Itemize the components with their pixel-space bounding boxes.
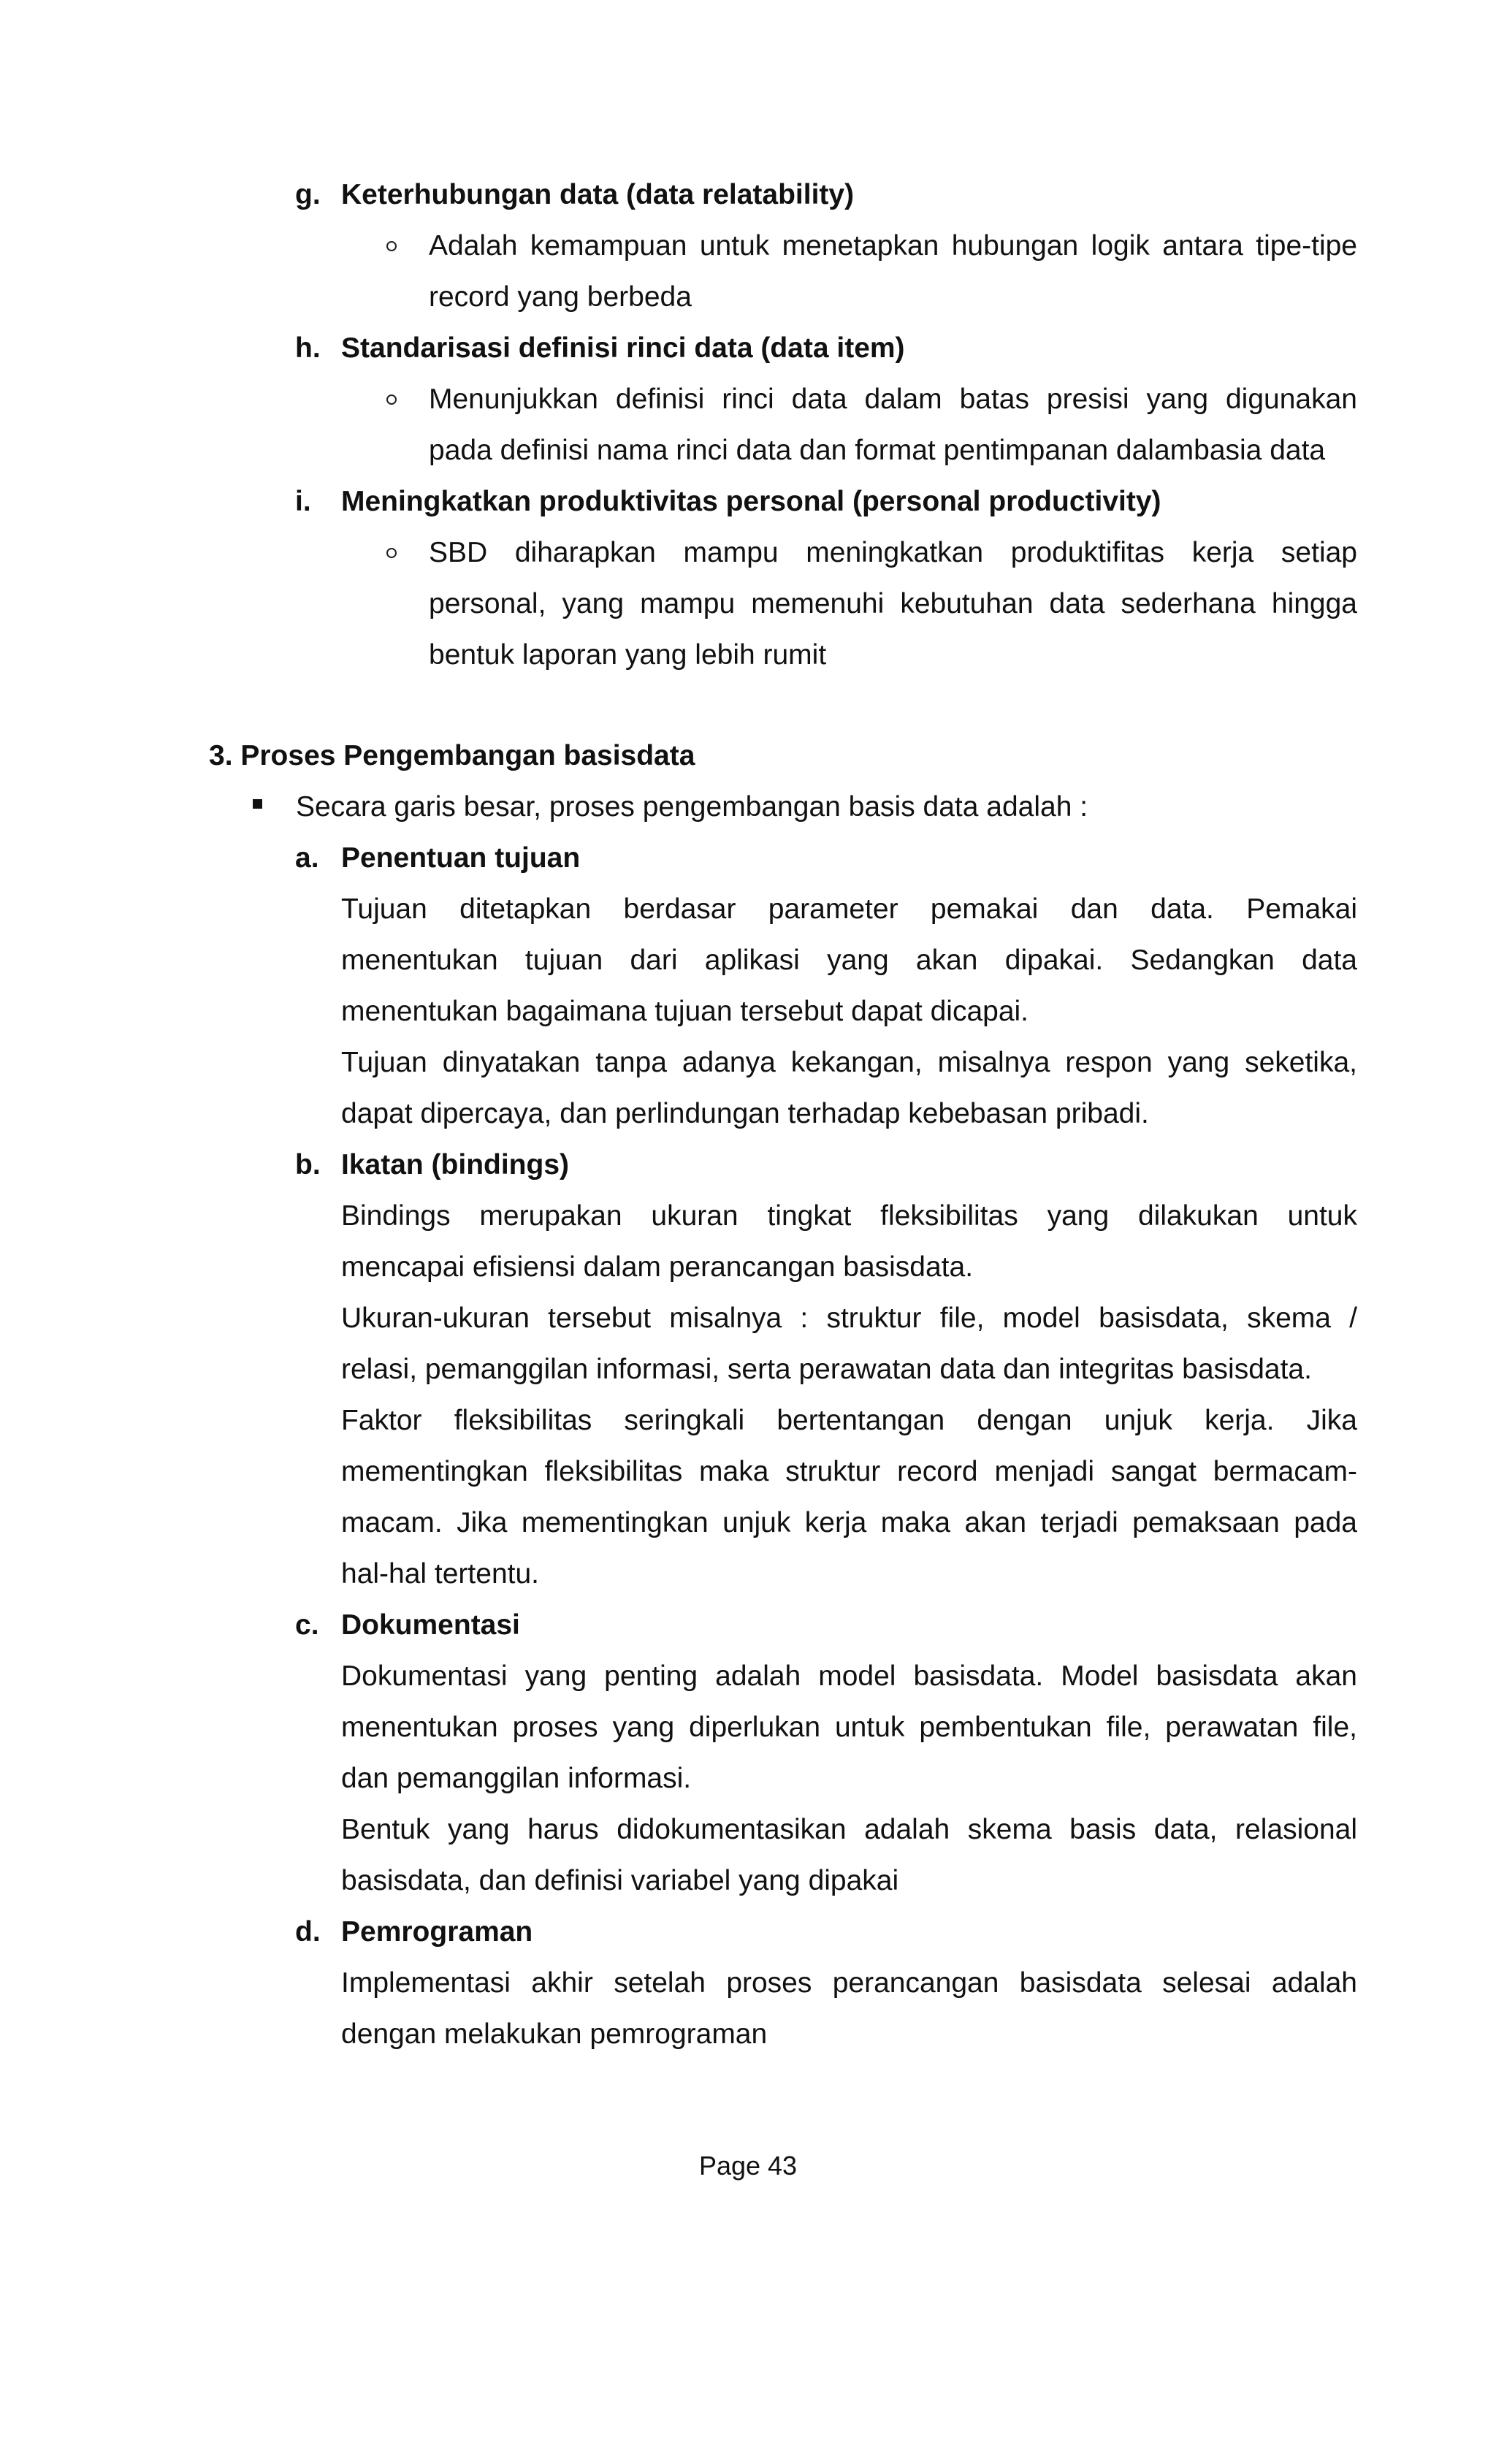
bullet-line: personal, yang mampu memenuhi kebutuhan data sederhana hingga [429,588,1357,619]
heading-d: Pemrograman [341,1916,533,1948]
paragraph-line: menentukan proses yang diperlukan untuk pembentukan file, perawatan file, [341,1712,1357,1743]
square-bullet-icon [253,799,262,809]
heading-b: Ikatan (bindings) [341,1149,569,1180]
list-letter-i: i. [295,486,311,517]
paragraph-line: Dokumentasi yang penting adalah model basisdata. Model basisdata akan [341,1660,1357,1692]
hollow-bullet-icon [386,394,397,405]
paragraph-line: Tujuan dinyatakan tanpa adanya kekangan, misalnya respon yang seketika, [341,1047,1357,1078]
page-number: Page 43 [698,2151,798,2181]
paragraph-line: macam. Jika mementingkan unjuk kerja maka akan terjadi pemaksaan pada [341,1507,1357,1538]
paragraph-line: Ukuran-ukuran tersebut misalnya : struktur file, model basisdata, skema / [341,1302,1357,1334]
bullet-line: Menunjukkan definisi rinci data dalam batas presisi yang digunakan [429,384,1357,415]
list-letter-b: b. [295,1149,321,1180]
bullet-line: SBD diharapkan mampu meningkatkan produktifitas kerja setiap [429,537,1357,568]
heading-i: Meningkatkan produktivitas personal (personal productivity) [341,486,1161,517]
paragraph-line: mencapai efisiensi dalam perancangan basisdata. [341,1251,974,1283]
heading-g: Keterhubungan data (data relatability) [341,179,855,210]
list-letter-d: d. [295,1916,321,1948]
paragraph-line: dapat dipercaya, dan perlindungan terhadap kebebasan pribadi. [341,1098,1149,1129]
bullet-line: pada definisi nama rinci data dan format pentimpanan dalambasia data [429,435,1326,466]
paragraph-line: menentukan tujuan dari aplikasi yang akan dipakai. Sedangkan data [341,945,1357,976]
paragraph-line: dengan melakukan pemrograman [341,2018,768,2050]
heading-a: Penentuan tujuan [341,842,581,874]
bullet-line: bentuk laporan yang lebih rumit [429,639,827,671]
list-letter-c: c. [295,1609,319,1641]
paragraph-line: relasi, pemanggilan informasi, serta perawatan data dan integritas basisdata. [341,1354,1312,1385]
paragraph-line: basisdata, dan definisi variabel yang dipakai [341,1865,899,1896]
paragraph-line: Bentuk yang harus didokumentasikan adalah skema basis data, relasional [341,1814,1357,1845]
paragraph-line: hal-hal tertentu. [341,1558,540,1590]
section-title: 3. Proses Pengembangan basisdata [209,740,695,771]
hollow-bullet-icon [386,548,397,558]
list-letter-g: g. [295,179,321,210]
paragraph-line: menentukan bagaimana tujuan tersebut dapat dicapai. [341,996,1029,1027]
heading-h: Standarisasi definisi rinci data (data item) [341,332,905,364]
paragraph-line: dan pemanggilan informasi. [341,1763,692,1794]
paragraph-line: Faktor fleksibilitas seringkali bertentangan dengan unjuk kerja. Jika [341,1405,1357,1436]
hollow-bullet-icon [386,241,397,251]
bullet-line: Adalah kemampuan untuk menetapkan hubungan logik antara tipe-tipe [429,230,1357,262]
bullet-line: record yang berbeda [429,281,692,313]
heading-c: Dokumentasi [341,1609,520,1641]
list-letter-a: a. [295,842,319,874]
paragraph-line: mementingkan fleksibilitas maka struktur record menjadi sangat bermacam- [341,1456,1357,1487]
paragraph-line: Implementasi akhir setelah proses perancangan basisdata selesai adalah [341,1967,1357,1999]
section-intro: Secara garis besar, proses pengembangan basis data adalah : [296,791,1088,823]
paragraph-line: Bindings merupakan ukuran tingkat fleksibilitas yang dilakukan untuk [341,1200,1357,1232]
list-letter-h: h. [295,332,321,364]
paragraph-line: Tujuan ditetapkan berdasar parameter pemakai dan data. Pemakai [341,893,1357,925]
